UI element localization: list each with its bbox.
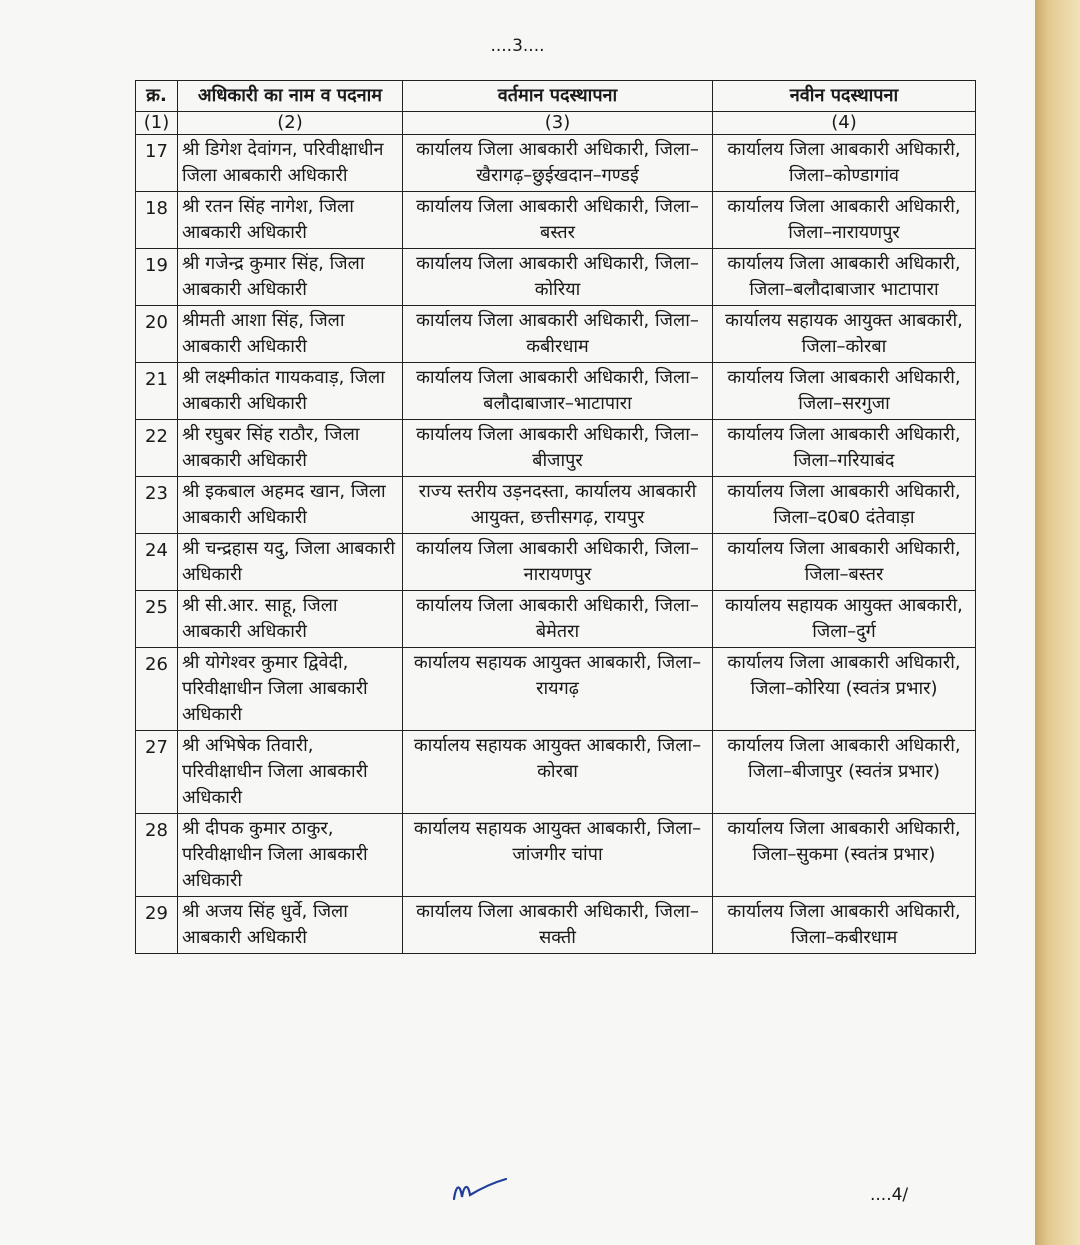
serial-number-cell: 17 bbox=[136, 135, 178, 192]
new-posting-cell: कार्यालय जिला आबकारी अधिकारी, जिला–बीजापुर (स्वतंत्र प्रभार) bbox=[713, 731, 976, 814]
officer-name-cell: श्री दीपक कुमार ठाकुर, परिवीक्षाधीन जिला आबकारी अधिकारी bbox=[178, 814, 403, 897]
current-posting-cell: कार्यालय जिला आबकारी अधिकारी, जिला–कबीरधाम bbox=[403, 306, 713, 363]
table-row bbox=[136, 135, 976, 192]
current-posting-cell: कार्यालय सहायक आयुक्त आबकारी, जिला–जांजगीर चांपा bbox=[403, 814, 713, 897]
transfer-table bbox=[135, 80, 976, 954]
header-serial: क्र. bbox=[136, 81, 178, 112]
new-posting-cell: कार्यालय जिला आबकारी अधिकारी, जिला–सरगुजा bbox=[713, 363, 976, 420]
serial-number-cell: 23 bbox=[136, 477, 178, 534]
officer-name-cell: श्री लक्ष्मीकांत गायकवाड़, जिला आबकारी अधिकारी bbox=[178, 363, 403, 420]
table-row bbox=[136, 192, 976, 249]
new-posting-cell: कार्यालय जिला आबकारी अधिकारी, जिला–कोरिया (स्वतंत्र प्रभार) bbox=[713, 648, 976, 731]
serial-number-cell: 26 bbox=[136, 648, 178, 731]
table-row bbox=[136, 477, 976, 534]
officer-name-cell: श्री रतन सिंह नागेश, जिला आबकारी अधिकारी bbox=[178, 192, 403, 249]
officer-name-cell: श्री रघुबर सिंह राठौर, जिला आबकारी अधिकारी bbox=[178, 420, 403, 477]
serial-number-cell: 28 bbox=[136, 814, 178, 897]
table-row bbox=[136, 731, 976, 814]
current-posting-cell: कार्यालय जिला आबकारी अधिकारी, जिला–बेमेतरा bbox=[403, 591, 713, 648]
new-posting-cell: कार्यालय जिला आबकारी अधिकारी, जिला–कोण्डागांव bbox=[713, 135, 976, 192]
current-posting-cell: कार्यालय जिला आबकारी अधिकारी, जिला–बीजापुर bbox=[403, 420, 713, 477]
column-number: (3) bbox=[403, 112, 713, 135]
current-posting-cell: कार्यालय जिला आबकारी अधिकारी, जिला–बलौदाबाजार–भाटापारा bbox=[403, 363, 713, 420]
table-row bbox=[136, 648, 976, 731]
officer-name-cell: श्री चन्द्रहास यदु, जिला आबकारी अधिकारी bbox=[178, 534, 403, 591]
column-number-row bbox=[136, 112, 976, 135]
serial-number-cell: 20 bbox=[136, 306, 178, 363]
column-number: (2) bbox=[178, 112, 403, 135]
table-header-row bbox=[136, 81, 976, 112]
current-posting-cell: कार्यालय जिला आबकारी अधिकारी, जिला–कोरिया bbox=[403, 249, 713, 306]
page-edge bbox=[1035, 0, 1080, 1245]
table-row bbox=[136, 591, 976, 648]
new-posting-cell: कार्यालय सहायक आयुक्त आबकारी, जिला–दुर्ग bbox=[713, 591, 976, 648]
new-posting-cell: कार्यालय सहायक आयुक्त आबकारी, जिला–कोरबा bbox=[713, 306, 976, 363]
page-number-bottom: ....4/ bbox=[870, 1185, 909, 1205]
current-posting-cell: कार्यालय सहायक आयुक्त आबकारी, जिला–कोरबा bbox=[403, 731, 713, 814]
new-posting-cell: कार्यालय जिला आबकारी अधिकारी, जिला–सुकमा (स्वतंत्र प्रभार) bbox=[713, 814, 976, 897]
new-posting-cell: कार्यालय जिला आबकारी अधिकारी, जिला–बस्तर bbox=[713, 534, 976, 591]
header-name: अधिकारी का नाम व पदनाम bbox=[178, 81, 403, 112]
serial-number-cell: 25 bbox=[136, 591, 178, 648]
officer-name-cell: श्री अजय सिंह धुर्वे, जिला आबकारी अधिकारी bbox=[178, 897, 403, 954]
serial-number-cell: 18 bbox=[136, 192, 178, 249]
officer-name-cell: श्री योगेश्वर कुमार द्विवेदी, परिवीक्षाधीन जिला आबकारी अधिकारी bbox=[178, 648, 403, 731]
table-row bbox=[136, 249, 976, 306]
officer-name-cell: श्री सी.आर. साहू, जिला आबकारी अधिकारी bbox=[178, 591, 403, 648]
new-posting-cell: कार्यालय जिला आबकारी अधिकारी, जिला–बलौदाबाजार भाटापारा bbox=[713, 249, 976, 306]
signature-mark bbox=[450, 1175, 510, 1205]
table-row bbox=[136, 897, 976, 954]
serial-number-cell: 27 bbox=[136, 731, 178, 814]
serial-number-cell: 22 bbox=[136, 420, 178, 477]
new-posting-cell: कार्यालय जिला आबकारी अधिकारी, जिला–नारायणपुर bbox=[713, 192, 976, 249]
new-posting-cell: कार्यालय जिला आबकारी अधिकारी, जिला–द0ब0 दंतेवाड़ा bbox=[713, 477, 976, 534]
current-posting-cell: कार्यालय जिला आबकारी अधिकारी, जिला–खैरागढ़–छुईखदान–गण्डई bbox=[403, 135, 713, 192]
new-posting-cell: कार्यालय जिला आबकारी अधिकारी, जिला–कबीरधाम bbox=[713, 897, 976, 954]
current-posting-cell: राज्य स्तरीय उड़नदस्ता, कार्यालय आबकारी आयुक्त, छत्तीसगढ़, रायपुर bbox=[403, 477, 713, 534]
officer-name-cell: श्री अभिषेक तिवारी, परिवीक्षाधीन जिला आबकारी अधिकारी bbox=[178, 731, 403, 814]
table-row bbox=[136, 363, 976, 420]
table-row bbox=[136, 306, 976, 363]
header-current-posting: वर्तमान पदस्थापना bbox=[403, 81, 713, 112]
current-posting-cell: कार्यालय सहायक आयुक्त आबकारी, जिला–रायगढ़ bbox=[403, 648, 713, 731]
serial-number-cell: 19 bbox=[136, 249, 178, 306]
serial-number-cell: 21 bbox=[136, 363, 178, 420]
table-row bbox=[136, 420, 976, 477]
table-row bbox=[136, 534, 976, 591]
current-posting-cell: कार्यालय जिला आबकारी अधिकारी, जिला–सक्ती bbox=[403, 897, 713, 954]
serial-number-cell: 24 bbox=[136, 534, 178, 591]
table-row bbox=[136, 814, 976, 897]
officer-name-cell: श्रीमती आशा सिंह, जिला आबकारी अधिकारी bbox=[178, 306, 403, 363]
officer-name-cell: श्री डिगेश देवांगन, परिवीक्षाधीन जिला आबकारी अधिकारी bbox=[178, 135, 403, 192]
column-number: (4) bbox=[713, 112, 976, 135]
header-new-posting: नवीन पदस्थापना bbox=[713, 81, 976, 112]
column-number: (1) bbox=[136, 112, 178, 135]
officer-name-cell: श्री इकबाल अहमद खान, जिला आबकारी अधिकारी bbox=[178, 477, 403, 534]
officer-name-cell: श्री गजेन्द्र कुमार सिंह, जिला आबकारी अधिकारी bbox=[178, 249, 403, 306]
current-posting-cell: कार्यालय जिला आबकारी अधिकारी, जिला–बस्तर bbox=[403, 192, 713, 249]
serial-number-cell: 29 bbox=[136, 897, 178, 954]
new-posting-cell: कार्यालय जिला आबकारी अधिकारी, जिला–गरियाबंद bbox=[713, 420, 976, 477]
current-posting-cell: कार्यालय जिला आबकारी अधिकारी, जिला–नारायणपुर bbox=[403, 534, 713, 591]
page-number-top: ....3.... bbox=[490, 36, 545, 56]
